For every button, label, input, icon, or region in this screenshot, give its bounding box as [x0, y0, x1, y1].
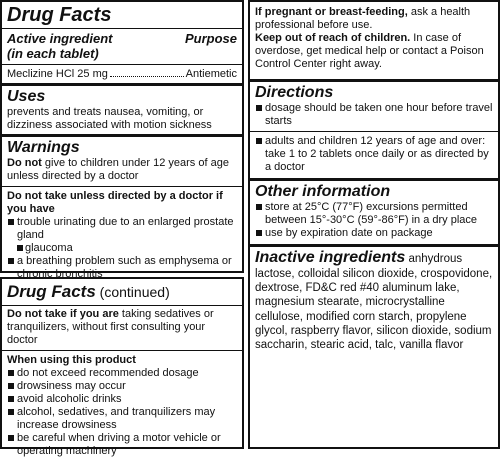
- active-ingredient-sub: (in each tablet): [7, 46, 99, 61]
- directions-item: adults and children 12 years of age and over: take 1 to 2 tablets once daily or as directed by a doctor: [255, 135, 493, 174]
- when-using-item: drowsiness may occur: [7, 380, 237, 393]
- when-using-item: avoid alcoholic drinks: [7, 393, 237, 406]
- divider: [2, 28, 242, 29]
- keep-out-text: In case of overdose, get medical help or contact a Poison Control Center right away.: [255, 32, 484, 70]
- other-information-item: use by expiration date on package: [255, 227, 493, 240]
- divider: [2, 186, 242, 187]
- divider: [250, 131, 498, 132]
- active-ingredient-label: Active ingredient: [7, 31, 113, 46]
- active-ingredient-header: [7, 31, 237, 46]
- leader-dots: [110, 76, 184, 77]
- warning-item: trouble urinating due to an enlarged prostate gland: [7, 216, 237, 242]
- divider: [250, 79, 498, 82]
- divider: [2, 350, 242, 351]
- bullet-icon: [17, 245, 23, 251]
- ingredient-name: Meclizine HCl 25 mg: [7, 68, 108, 80]
- when-using-item: do not exceed recommended dosage: [7, 367, 237, 380]
- continued-title-main: Drug Facts: [7, 282, 96, 301]
- warning-children-bold: Do not: [7, 157, 42, 169]
- divider: [2, 134, 242, 137]
- directions-heading: Directions: [255, 84, 334, 101]
- when-using-item: alcohol, sedatives, and tranquilizers may increase drowsiness: [7, 406, 237, 432]
- drug-facts-right-panel: [248, 0, 500, 449]
- warning-item: a breathing problem such as emphysema or chronic bronchitis: [7, 255, 237, 281]
- warning-children: [7, 157, 237, 183]
- drug-facts-title: Drug Facts: [7, 4, 112, 26]
- pregnant-text: ask a health professional before use.: [255, 6, 471, 31]
- warning-doctor-heading: Do not take unless directed by a doctor if you have: [7, 190, 223, 215]
- directions-item: dosage should be taken one hour before travel starts: [255, 102, 493, 128]
- uses-text: prevents and treats nausea, vomiting, or dizziness associated with motion sickness: [7, 106, 212, 131]
- warnings-heading: Warnings: [7, 139, 80, 156]
- inactive-ingredients: [255, 249, 493, 352]
- sedatives-bold: Do not take if you are: [7, 308, 119, 320]
- other-information-item: store at 25°C (77°F) excursions permitted between 15°-30°C (59°-86°F) in a dry place: [255, 201, 493, 227]
- sedatives-warning: [7, 308, 237, 347]
- pregnant-bold: If pregnant or breast-feeding,: [255, 6, 408, 18]
- keep-out-bold: Keep out of reach of children.: [255, 32, 411, 44]
- ingredient-row: [7, 68, 237, 81]
- drug-facts-continued-panel: [0, 277, 244, 457]
- keep-out-warning: [255, 32, 493, 71]
- inactive-ingredients-text: anhydrous lactose, colloidal silicon dioxide, crospovidone, dextrose, FD&C red #40 aluminum lake, magnesium stearate, microcrystalline cellulose, modified corn starch, propylene glycol, raspberry flavor, silicon dioxide, sodium saccharin, stearic acid, talc, vanilla flavor: [255, 253, 493, 352]
- ingredient-purpose: Antiemetic: [185, 68, 237, 80]
- inactive-ingredients-heading: Inactive ingredients: [255, 249, 406, 266]
- warning-item-row: [7, 242, 237, 255]
- uses-heading: Uses: [7, 88, 46, 105]
- warning-item: glaucoma: [25, 242, 73, 254]
- pregnant-warning: [255, 6, 493, 32]
- continued-title-suffix: (continued): [95, 284, 170, 300]
- drug-facts-panel: [0, 0, 244, 280]
- when-using-item: be careful when driving a motor vehicle or operating machinery: [7, 432, 237, 458]
- divider: [2, 83, 242, 86]
- other-information-heading: Other information: [255, 183, 391, 200]
- sedatives-text: taking sedatives or tranquilizers, without first consulting your doctor: [7, 308, 214, 346]
- divider: [250, 244, 498, 247]
- divider: [250, 178, 498, 181]
- divider: [2, 305, 242, 306]
- purpose-label: Purpose: [184, 31, 237, 46]
- continued-title: [7, 281, 237, 303]
- warning-children-text: give to children under 12 years of age unless directed by a doctor: [7, 157, 229, 182]
- divider: [2, 64, 242, 65]
- when-using-heading: When using this product: [7, 354, 136, 366]
